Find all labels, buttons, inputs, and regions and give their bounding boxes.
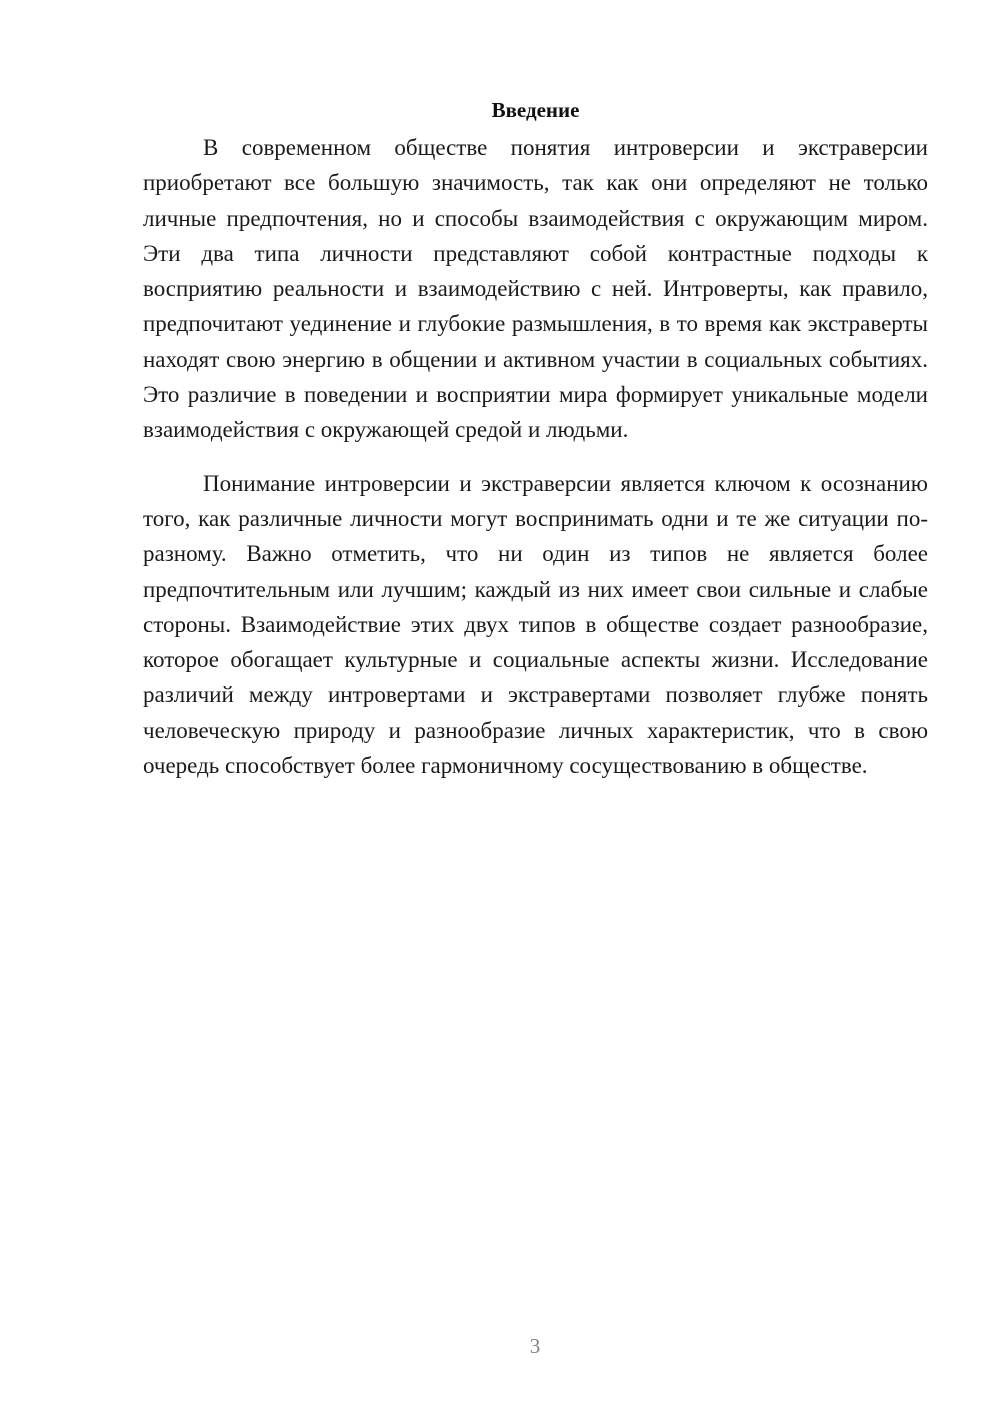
paragraph-1: В современном обществе понятия интроверсии и экстраверсии приобретают все большую значимость, так как они определяют не только личные предпочтения, но и способы взаимодействия с окружающим миром. Эти два типа личности представляют собой контрастные подходы к восприятию реальности и взаимодействию с ней. Интроверты, как правило, предпочитают уединение и глубокие размышления, в то время как экстраверты находят свою энергию в общении и активном участии в социальных событиях. Это различие в поведении и восприятии мира формирует уникальные модели взаимодействия с окружающей средой и людьми. [143,135,928,443]
paragraph-2: Понимание интроверсии и экстраверсии является ключом к осознанию того, как различные личности могут воспринимать одни и те же ситуации по-разному. Важно отметить, что ни один из типов не является более предпочтительным или лучшим; каждый из них имеет свои сильные и слабые стороны. Взаимодействие этих двух типов в обществе создает разнообразие, которое обогащает культурные и социальные аспекты жизни. Исследование различий между интровертами и экстравертами позволяет глубже понять человеческую природу и разнообразие личных характеристик, что в свою очередь способствует более гармоничному сосуществованию в обществе. [143,470,928,779]
page-content [143,92,928,783]
page-number: 3 [529,1334,541,1358]
section-heading: Введение [491,98,580,122]
